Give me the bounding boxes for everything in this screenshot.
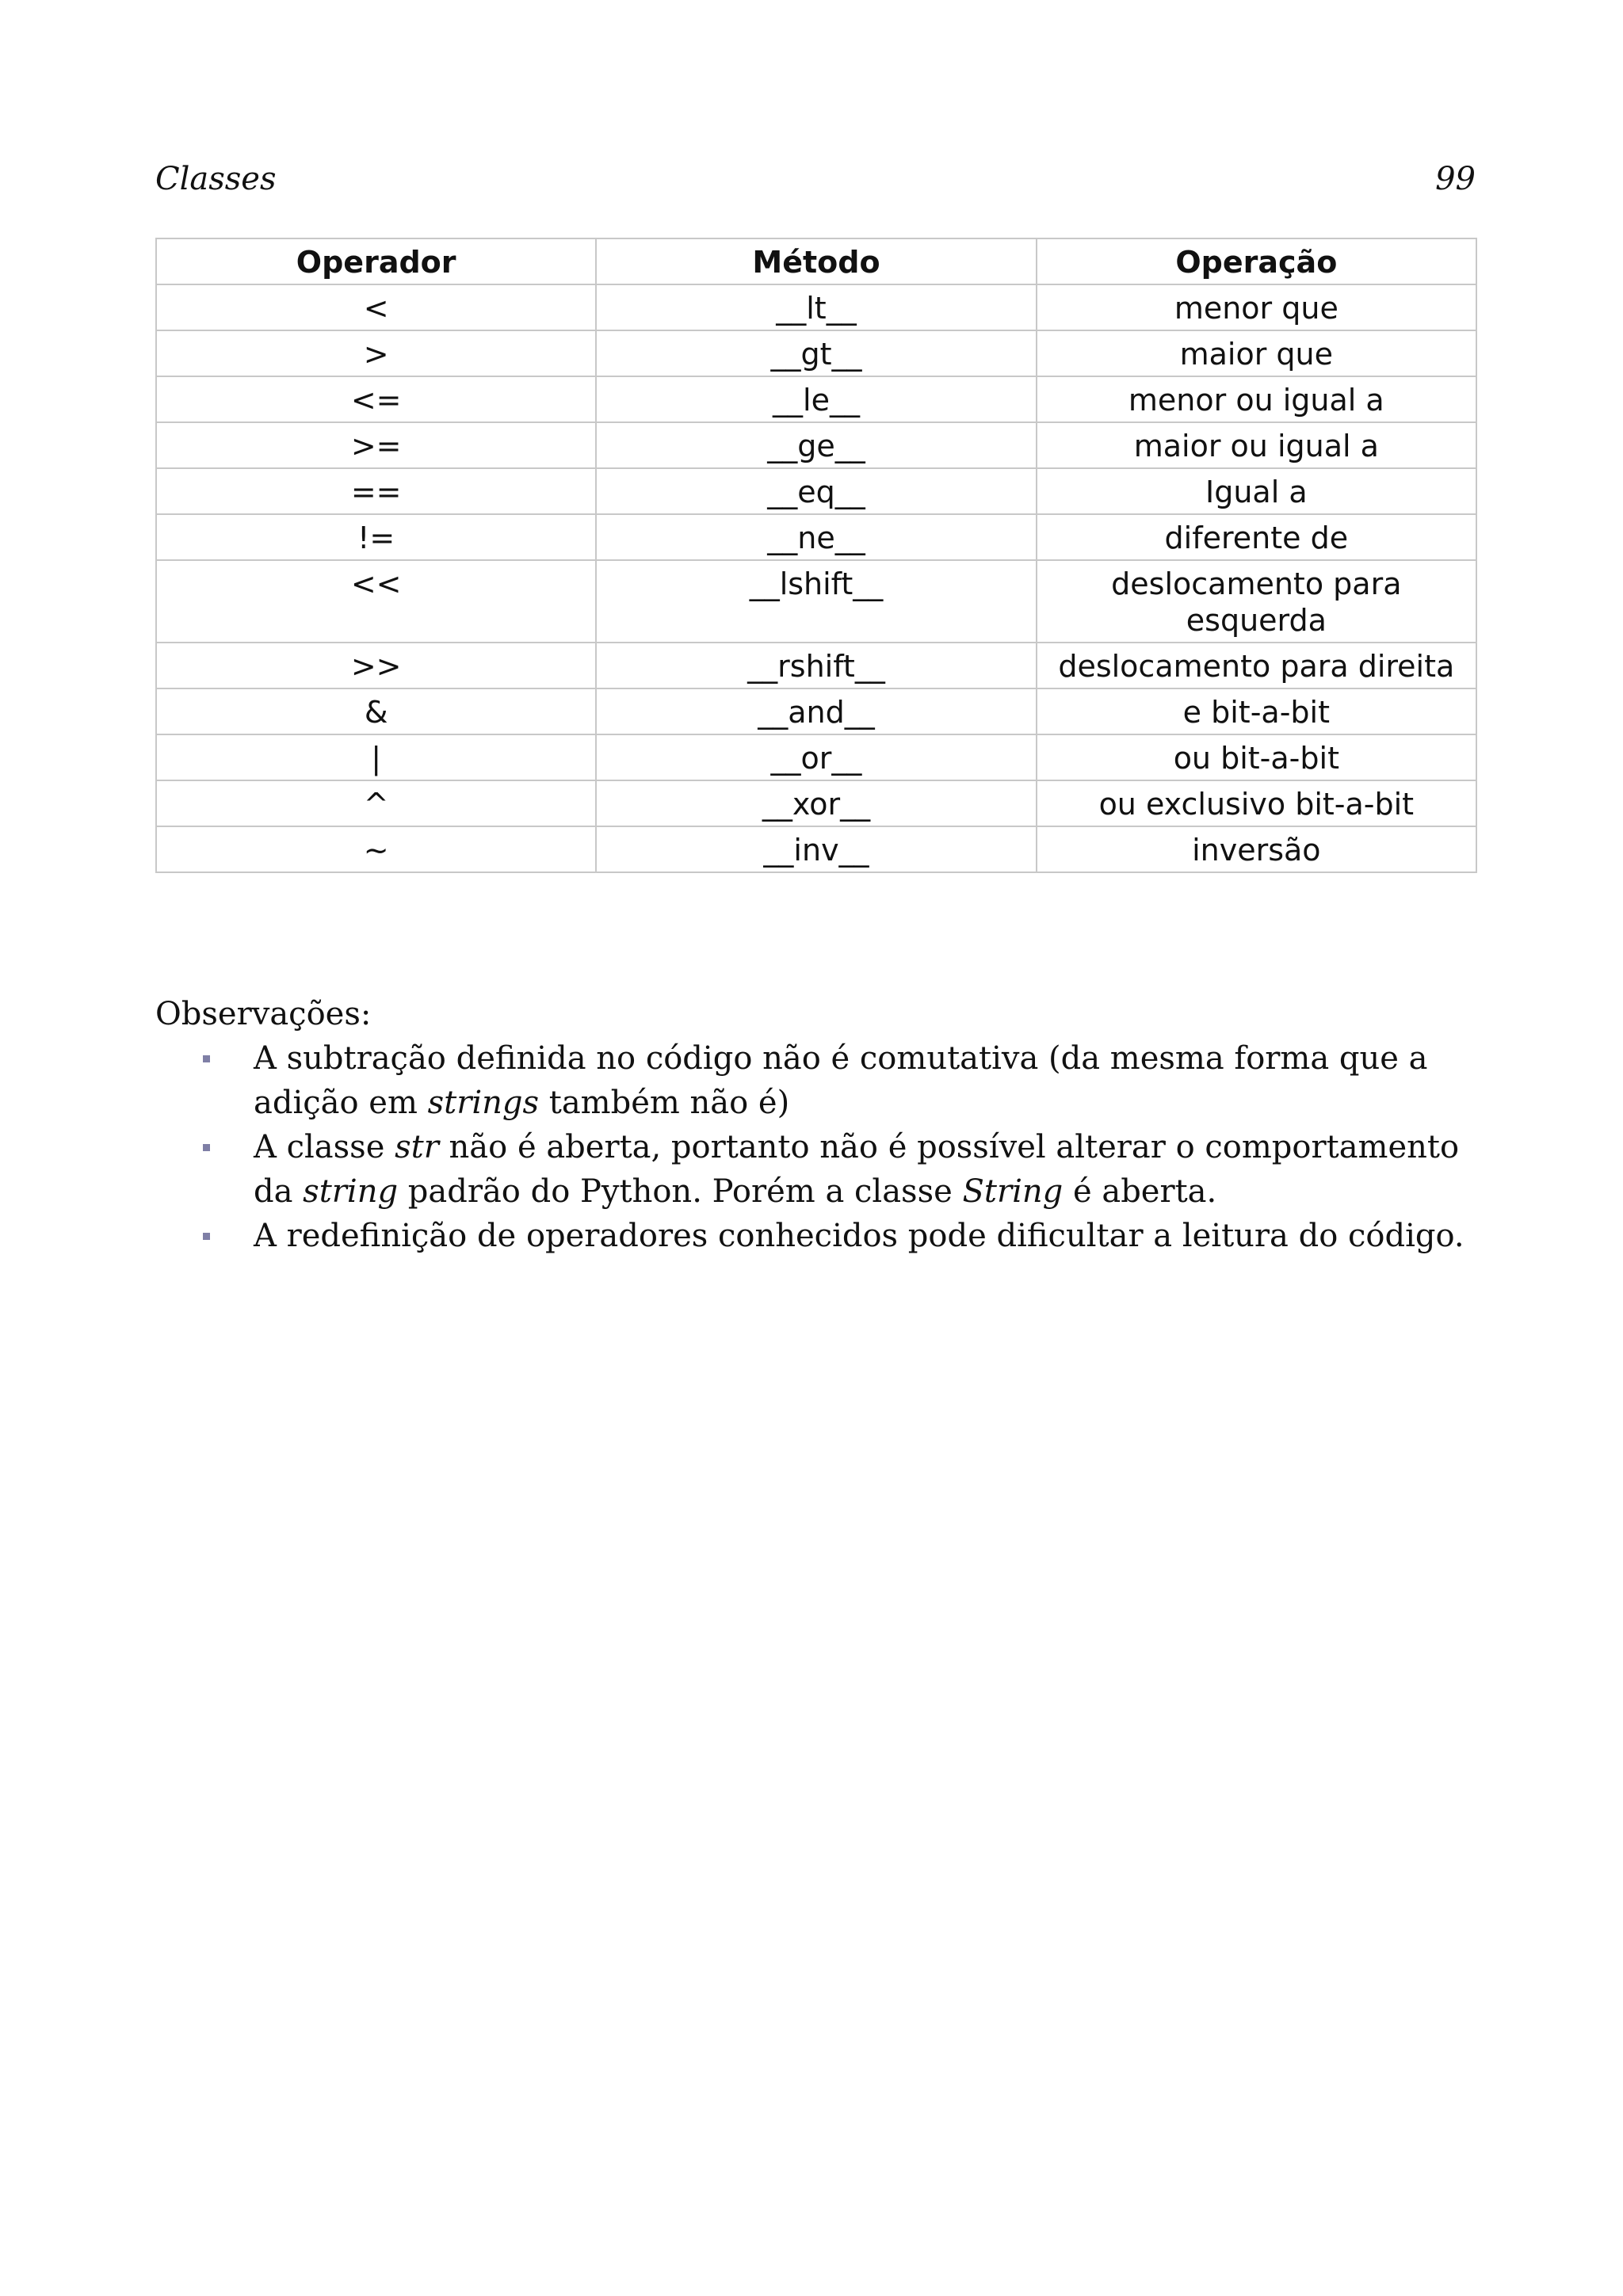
method-cell: __ge__ xyxy=(596,422,1036,468)
note-text: A classe xyxy=(254,1129,395,1165)
operator-cell: << xyxy=(156,560,596,643)
square-bullet-icon xyxy=(203,1233,210,1240)
method-cell: __gt__ xyxy=(596,330,1036,376)
method-cell: __ne__ xyxy=(596,514,1036,560)
table-row xyxy=(156,780,1476,826)
note-emphasis: string xyxy=(303,1173,399,1210)
method-cell: __le__ xyxy=(596,376,1036,422)
operation-cell: ou exclusivo bit-a-bit xyxy=(1037,780,1476,826)
operation-cell: maior ou igual a xyxy=(1037,422,1476,468)
table-row xyxy=(156,514,1476,560)
operator-cell: >= xyxy=(156,422,596,468)
table-row xyxy=(156,422,1476,468)
square-bullet-icon xyxy=(203,1055,210,1062)
note-text: A redefinição de operadores conhecidos pode dificultar a leitura do código. xyxy=(254,1218,1465,1254)
note-text: também não é) xyxy=(539,1085,790,1121)
note-emphasis: strings xyxy=(427,1085,540,1121)
operator-cell: ^ xyxy=(156,780,596,826)
table-row xyxy=(156,284,1476,330)
operation-cell: e bit-a-bit xyxy=(1037,688,1476,734)
note-text: A subtração definida no código não é comutativa (da mesma forma que a adição em xyxy=(254,1040,1428,1121)
table-row xyxy=(156,468,1476,514)
method-cell: __eq__ xyxy=(596,468,1036,514)
notes-title: Observações: xyxy=(155,996,372,1032)
note-text: padrão do Python. Porém a classe xyxy=(398,1173,963,1210)
column-header-operator: Operador xyxy=(156,238,596,284)
notes-section xyxy=(155,992,1477,1258)
note-text: não é aberta, portanto não é possível alterar o comportamento da xyxy=(254,1129,1460,1210)
operation-cell: Igual a xyxy=(1037,468,1476,514)
operation-cell: deslocamento para direita xyxy=(1037,643,1476,688)
operation-cell: deslocamento para esquerda xyxy=(1037,560,1476,643)
method-cell: __rshift__ xyxy=(596,643,1036,688)
operator-cell: != xyxy=(156,514,596,560)
section-title: Classes xyxy=(155,161,277,197)
method-cell: __inv__ xyxy=(596,826,1036,872)
operation-cell: menor que xyxy=(1037,284,1476,330)
table-header-row xyxy=(156,238,1476,284)
method-cell: __lt__ xyxy=(596,284,1036,330)
operator-cell: ~ xyxy=(156,826,596,872)
operation-cell: menor ou igual a xyxy=(1037,376,1476,422)
method-cell: __or__ xyxy=(596,734,1036,780)
operation-cell: maior que xyxy=(1037,330,1476,376)
square-bullet-icon xyxy=(203,1144,210,1151)
method-cell: __lshift__ xyxy=(596,560,1036,643)
operation-cell: diferente de xyxy=(1037,514,1476,560)
column-header-method: Método xyxy=(596,238,1036,284)
note-emphasis: String xyxy=(962,1173,1064,1210)
table-row xyxy=(156,330,1476,376)
note-emphasis: str xyxy=(395,1129,439,1165)
table-row xyxy=(156,734,1476,780)
operation-cell: inversão xyxy=(1037,826,1476,872)
table-row xyxy=(156,560,1476,643)
table-row xyxy=(156,643,1476,688)
operator-cell: > xyxy=(156,330,596,376)
list-item xyxy=(254,1214,1477,1258)
operator-cell: <= xyxy=(156,376,596,422)
operator-cell: >> xyxy=(156,643,596,688)
method-cell: __xor__ xyxy=(596,780,1036,826)
table-row xyxy=(156,376,1476,422)
table-row xyxy=(156,688,1476,734)
operator-cell: | xyxy=(156,734,596,780)
column-header-operation: Operação xyxy=(1037,238,1476,284)
list-item xyxy=(254,1036,1477,1125)
operator-cell: & xyxy=(156,688,596,734)
operator-cell: < xyxy=(156,284,596,330)
operators-table xyxy=(155,238,1477,873)
running-header xyxy=(155,157,1476,201)
table-row xyxy=(156,826,1476,872)
note-text: é aberta. xyxy=(1063,1173,1217,1210)
operator-cell: == xyxy=(156,468,596,514)
list-item xyxy=(254,1125,1477,1214)
operation-cell: ou bit-a-bit xyxy=(1037,734,1476,780)
notes-list xyxy=(155,1036,1477,1258)
page-number: 99 xyxy=(1435,161,1476,197)
method-cell: __and__ xyxy=(596,688,1036,734)
